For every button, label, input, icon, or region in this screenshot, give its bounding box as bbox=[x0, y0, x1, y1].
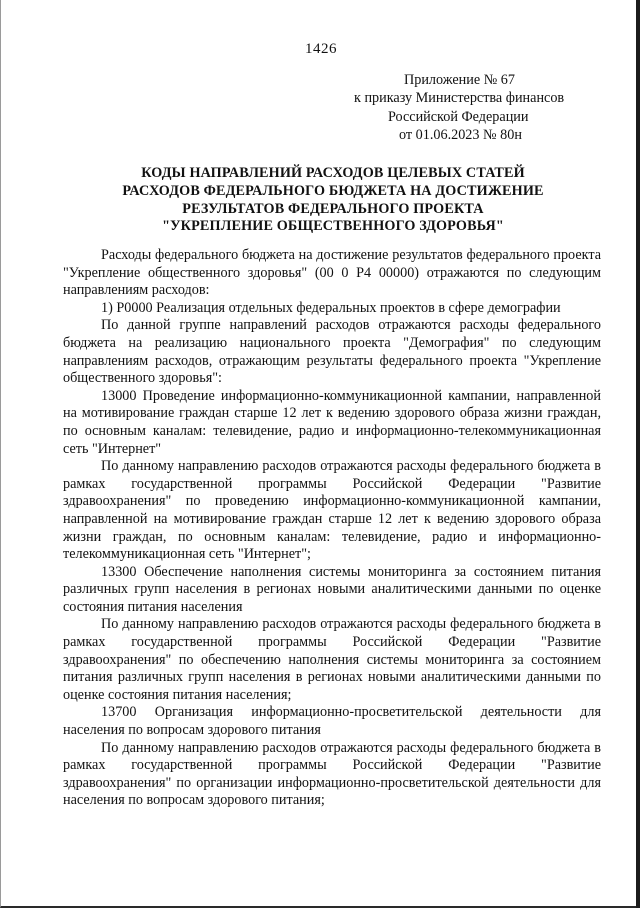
appendix-block bbox=[341, 71, 591, 144]
appendix-line-order: к приказу Министерства финансов bbox=[354, 90, 565, 107]
paragraph-code-13700-description: По данному направлению расходов отражаются расходы федерального бюджета в рамках государственной программы Российской Федерации "Развитие здравоохранения" по организации информационно-просветительской деятельности для населения по вопросам здорового питания; bbox=[63, 739, 601, 809]
document-body bbox=[63, 247, 601, 810]
paragraph-code-13700: 13700 Организация информационно-просветительской деятельности для населения по вопросам здорового питания bbox=[63, 704, 601, 739]
page-number: 1426 bbox=[305, 41, 337, 57]
title-line-4: "УКРЕПЛЕНИЕ ОБЩЕСТВЕННОГО ЗДОРОВЬЯ" bbox=[162, 218, 504, 235]
document-title bbox=[63, 165, 603, 236]
appendix-line-date: от 01.06.2023 № 80н bbox=[399, 126, 522, 143]
paragraph-group-heading: 1) Р0000 Реализация отдельных федеральных проектов в сфере демографии bbox=[101, 299, 561, 316]
paragraph-code-13000: 13000 Проведение информационно-коммуникационной кампании, направленной на мотивирование граждан старше 12 лет к ведению здорового образа жизни граждан, по основным каналам: телевидение, радио и информационно-телекоммуникационная сеть "Интернет" bbox=[63, 387, 601, 457]
title-line-3: РЕЗУЛЬТАТОВ ФЕДЕРАЛЬНОГО ПРОЕКТА bbox=[182, 200, 484, 217]
paragraph-code-13300: 13300 Обеспечение наполнения системы мониторинга за состоянием питания различных групп населения в регионах новыми аналитическими данными по оценке состояния питания населения bbox=[63, 563, 601, 615]
paragraph-code-13300-description: По данному направлению расходов отражаются расходы федерального бюджета в рамках государственной программы Российской Федерации "Развитие здравоохранения" по обеспечению наполнения системы мониторинга за состоянием питания различных групп населения в регионах новыми аналитическими данными по оценке состояния питания населения; bbox=[63, 616, 601, 703]
appendix-line-country: Российской Федерации bbox=[388, 108, 529, 125]
paragraph-code-13000-description: По данному направлению расходов отражаются расходы федерального бюджета в рамках государственной программы Российской Федерации "Развитие здравоохранения" по проведению информационно-коммуникационной кампании, направленной на мотивирование граждан старше 12 лет к ведению здорового образа жизни граждан, по основным каналам: телевидение, радио и информационно-телекоммуникационная сеть "Интернет"; bbox=[63, 458, 601, 563]
scan-edge bbox=[636, 0, 640, 908]
title-line-2: РАСХОДОВ ФЕДЕРАЛЬНОГО БЮДЖЕТА НА ДОСТИЖЕНИЕ bbox=[122, 182, 544, 199]
paragraph-intro: Расходы федерального бюджета на достижение результатов федерального проекта "Укрепление общественного здоровья" (00 0 Р4 00000) отражаются по следующим направлениям расходов: bbox=[63, 247, 601, 299]
title-line-1: КОДЫ НАПРАВЛЕНИЙ РАСХОДОВ ЦЕЛЕВЫХ СТАТЕЙ bbox=[141, 165, 525, 181]
paragraph-group-description: По данной группе направлений расходов отражаются расходы федерального бюджета на реализацию национального проекта "Демография" по следующим направлениям расходов, отражающим результаты федерального проекта "Укрепление общественного здоровья": bbox=[63, 317, 601, 387]
appendix-line-number: Приложение № 67 bbox=[404, 72, 515, 88]
